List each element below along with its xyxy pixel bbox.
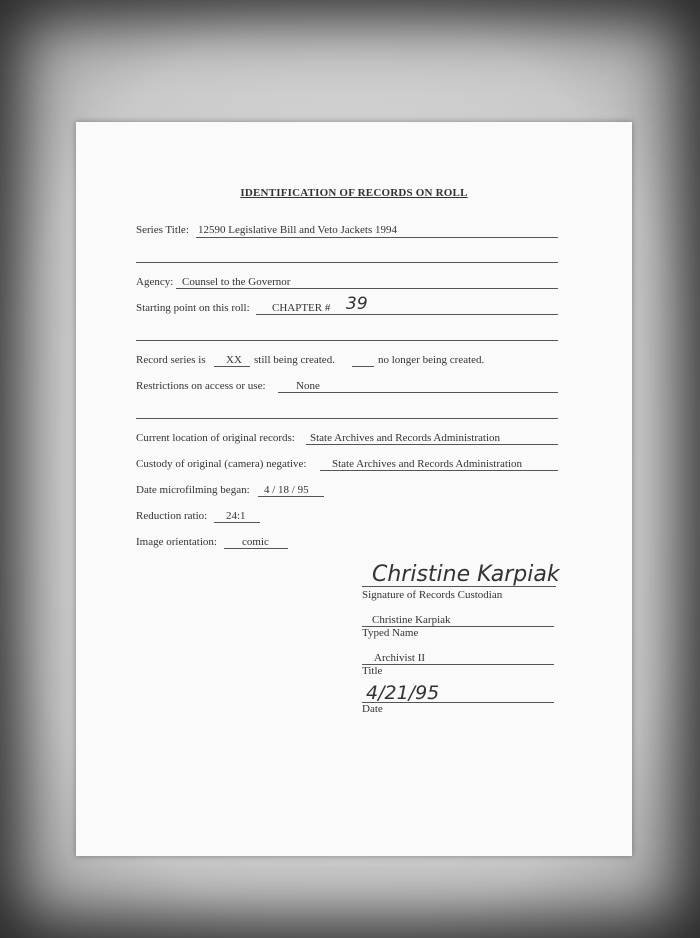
typed-name-label: Typed Name	[362, 627, 419, 639]
series-title-value: 12590 Legislative Bill and Veto Jackets 1994	[198, 224, 397, 236]
date-began-line	[258, 496, 324, 497]
custody-label: Custody of original (camera) negative:	[136, 458, 307, 470]
agency-label: Agency:	[136, 276, 174, 288]
custody-value: State Archives and Records Administration	[332, 458, 523, 470]
reduction-line	[214, 522, 260, 523]
date-line	[362, 702, 554, 703]
starting-point-label: Starting point on this roll:	[136, 302, 250, 314]
no-longer-being-created-text: no longer being created.	[378, 354, 485, 366]
current-location-label: Current location of original records:	[136, 432, 295, 444]
orientation-line	[224, 548, 288, 549]
agency-value: Counsel to the Governor	[182, 276, 291, 288]
still-being-created-text: still being created.	[254, 354, 335, 366]
series-title-label: Series Title:	[136, 224, 189, 236]
starting-point-line-2	[136, 340, 558, 341]
form-title: IDENTIFICATION OF RECORDS ON ROLL	[240, 187, 468, 199]
restrictions-value: None	[296, 380, 320, 392]
restrictions-label: Restrictions on access or use:	[136, 380, 266, 392]
current-location-line	[306, 444, 558, 445]
reduction-label: Reduction ratio:	[136, 510, 208, 522]
reduction-value: 24:1	[226, 510, 246, 522]
date-label: Date	[362, 703, 383, 715]
title-value: Archivist II	[374, 652, 426, 664]
starting-point-number: 39	[346, 294, 368, 314]
typed-name-value: Christine Karpiak	[372, 614, 451, 626]
record-series-no-longer-line	[352, 366, 374, 367]
restrictions-line-2	[136, 418, 558, 419]
current-location-value: State Archives and Records Administration	[310, 432, 501, 444]
date-handwritten: 4/21/95	[366, 682, 440, 704]
record-series-still-line	[214, 366, 250, 367]
orientation-value: comic	[242, 536, 269, 548]
agency-line	[176, 288, 558, 289]
signature-line	[362, 586, 556, 587]
starting-point-line	[256, 314, 558, 315]
series-title-line-2	[136, 262, 558, 263]
record-series-mark: XX	[226, 354, 242, 366]
signature-handwritten: Christine Karpiak	[372, 562, 560, 587]
restrictions-line	[278, 392, 558, 393]
signature-label: Signature of Records Custodian	[362, 589, 503, 601]
starting-point-value: CHAPTER #	[272, 302, 331, 314]
series-title-line	[196, 237, 558, 238]
record-series-label: Record series is	[136, 354, 206, 366]
date-began-label: Date microfilming began:	[136, 484, 250, 496]
title-line	[362, 664, 554, 665]
title-label: Title	[362, 665, 383, 677]
records-form-sheet	[76, 122, 632, 856]
date-began-value: 4 / 18 / 95	[264, 484, 309, 496]
custody-line	[320, 470, 558, 471]
orientation-label: Image orientation:	[136, 536, 217, 548]
